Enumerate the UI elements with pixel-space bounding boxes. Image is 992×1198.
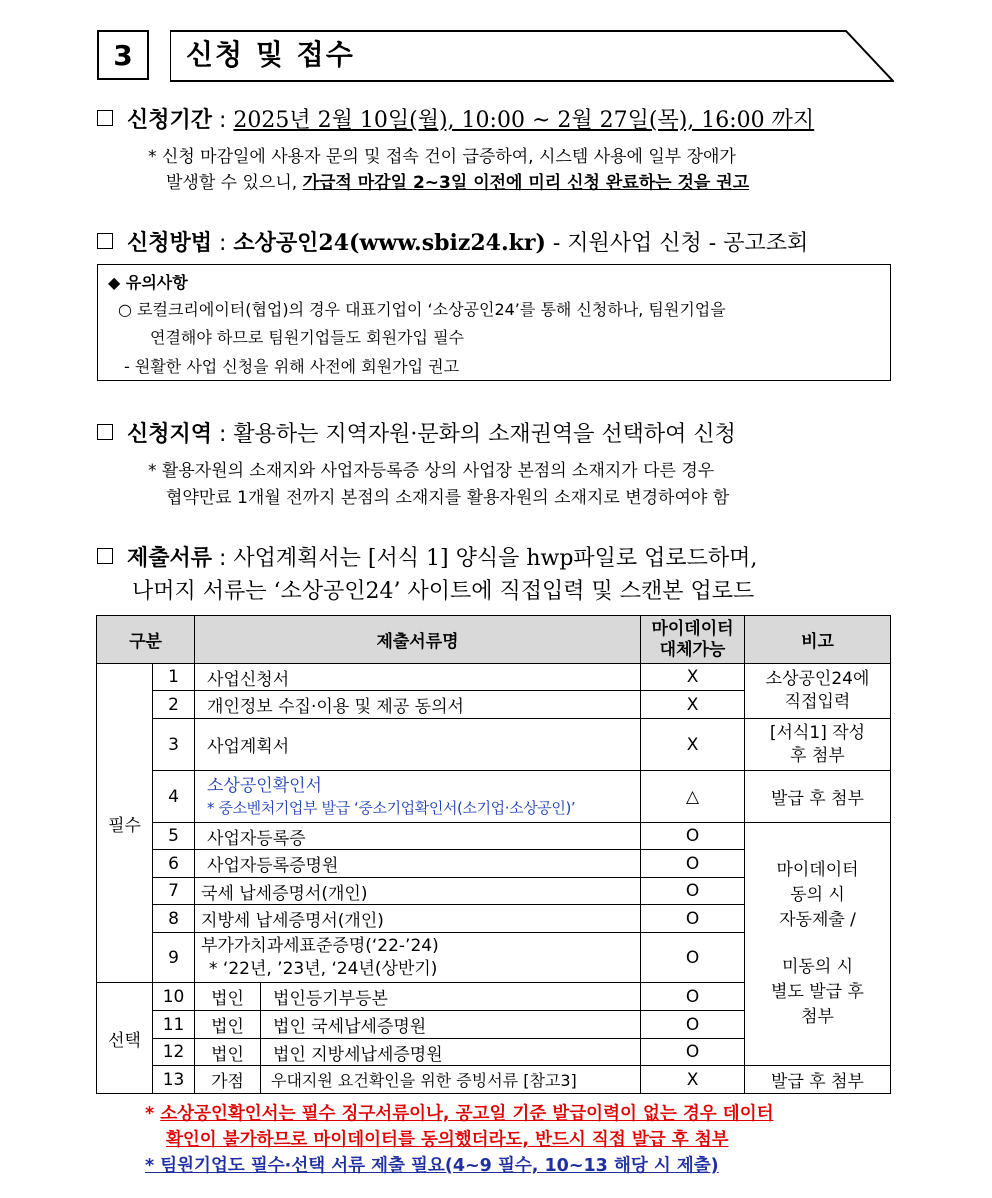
period-note-2: 발생할 수 있으니, 가급적 마감일 2~3일 이전에 미리 신청 완료하는 것을 권고 bbox=[166, 173, 750, 193]
table-row: 12 법인 법인 지방세납세증명원 O bbox=[97, 1039, 891, 1066]
documents-line-2: 나머지 서류는 ‘소상공인24’ 사이트에 직접입력 및 스캔본 업로드 bbox=[132, 579, 755, 604]
table-row: 6 사업자등록증명원 O bbox=[97, 850, 891, 878]
header-category: 구분 bbox=[97, 616, 195, 664]
remark-direct-input: 소상공인24에 직접입력 bbox=[745, 664, 891, 719]
documents-table bbox=[96, 615, 891, 1094]
table-row: 2 개인정보 수집·이용 및 제공 동의서 X bbox=[97, 691, 891, 719]
group-optional: 선택 bbox=[97, 983, 153, 1094]
period-note-1: * 신청 마감일에 사용자 문의 및 접속 건이 급증하여, 시스템 사용에 일부 장애가 bbox=[148, 147, 736, 167]
table-row: 7 국세 납세증명서(개인) O bbox=[97, 878, 891, 905]
section-number: 3 bbox=[97, 30, 149, 80]
method-site: 소상공인24(www.sbiz24.kr) bbox=[233, 230, 546, 256]
remark-form-attach: [서식1] 작성 후 첨부 bbox=[745, 719, 891, 771]
remark-issue-attach-2: 발급 후 첨부 bbox=[745, 1066, 891, 1094]
period-value: 2025년 2월 10일(월), 10:00 ~ 2월 27일(목), 16:00 까지 bbox=[233, 108, 815, 133]
checkbox-icon bbox=[97, 424, 113, 440]
region-heading: 신청지역 : 활용하는 지역자원·문화의 소재권역을 선택하여 신청 bbox=[97, 420, 736, 450]
table-row: 8 지방세 납세증명서(개인) O bbox=[97, 905, 891, 933]
method-heading: 신청방법 : 소상공인24(www.sbiz24.kr) - 지원사업 신청 - 공고조회 bbox=[97, 228, 808, 259]
checkbox-icon bbox=[97, 110, 113, 126]
footnote-red-2: 확인이 불가하므로 마이데이터를 동의했더라도, 반드시 직접 발급 후 첨부 bbox=[166, 1130, 729, 1150]
table-row: 5 사업자등록증 O 마이데이터 동의 시 자동제출 / 미동의 시 별도 발급 후 첨부 bbox=[97, 823, 891, 850]
table-row: 필수 1 사업신청서 X 소상공인24에 직접입력 bbox=[97, 664, 891, 691]
period-note-emphasis: 가급적 마감일 2~3일 이전에 미리 신청 완료하는 것을 권고 bbox=[302, 173, 750, 193]
table-row: 13 가점 우대지원 요건확인을 위한 증빙서류 [참고3] X 발급 후 첨부 bbox=[97, 1066, 891, 1094]
table-row: 4 소상공인확인서 * 중소벤처기업부 발급 ‘중소기업확인서(소기업·소상공인)’ △ 발급 후 첨부 bbox=[97, 771, 891, 823]
table-row: 선택 10 법인 법인등기부등본 O bbox=[97, 983, 891, 1011]
documents-heading: 제출서류 : 사업계획서는 [서식 1] 양식을 hwp파일로 업로드하며, bbox=[97, 544, 757, 574]
checkbox-icon bbox=[97, 548, 113, 564]
section-title: 신청 및 접수 bbox=[186, 38, 355, 71]
caution-box bbox=[97, 264, 891, 381]
period-heading: 신청기간 : 2025년 2월 10일(월), 10:00 ~ 2월 27일(목), 16:00 까지 bbox=[97, 106, 814, 136]
group-required: 필수 bbox=[97, 664, 153, 983]
header-name: 제출서류명 bbox=[195, 616, 641, 664]
remark-mydata: 마이데이터 동의 시 자동제출 / 미동의 시 별도 발급 후 첨부 bbox=[745, 823, 891, 1066]
table-row: 11 법인 법인 국세납세증명원 O bbox=[97, 1011, 891, 1039]
table-row: 9 부가가치과세표준증명(‘22-’24) * ‘22년, ’23년, ‘24년(상반기) O bbox=[97, 933, 891, 983]
region-note-2: 협약만료 1개월 전까지 본점의 소재지를 활용자원의 소재지로 변경하여야 함 bbox=[166, 488, 730, 508]
caution-title: ◆ 유의사항 bbox=[108, 273, 188, 292]
remark-issue-attach: 발급 후 첨부 bbox=[745, 771, 891, 823]
header-remark: 비고 bbox=[745, 616, 891, 664]
footnote-red-1: * 소상공인확인서는 필수 징구서류이나, 공고일 기준 발급이력이 없는 경우 데이터 bbox=[145, 1104, 774, 1124]
checkbox-icon bbox=[97, 233, 113, 249]
table-row: 3 사업계획서 X [서식1] 작성 후 첨부 bbox=[97, 719, 891, 771]
region-note-1: * 활용자원의 소재지와 사업자등록증 상의 사업장 본점의 소재지가 다른 경우 bbox=[148, 461, 715, 481]
footnote-blue: * 팀원기업도 필수·선택 서류 제출 필요(4~9 필수, 10~13 해당 시 제출) bbox=[145, 1156, 719, 1176]
header-mydata: 마이데이터 대체가능 bbox=[641, 616, 745, 664]
caution-line-1: ○ 로컬크리에이터(협업)의 경우 대표기업이 ‘소상공인24’를 통해 신청하나, 팀원기업을 bbox=[118, 300, 726, 319]
caution-line-3: - 원활한 사업 신청을 위해 사전에 회원가입 권고 bbox=[124, 357, 460, 376]
caution-line-2: 연결해야 하므로 팀원기업들도 회원가입 필수 bbox=[150, 328, 465, 347]
